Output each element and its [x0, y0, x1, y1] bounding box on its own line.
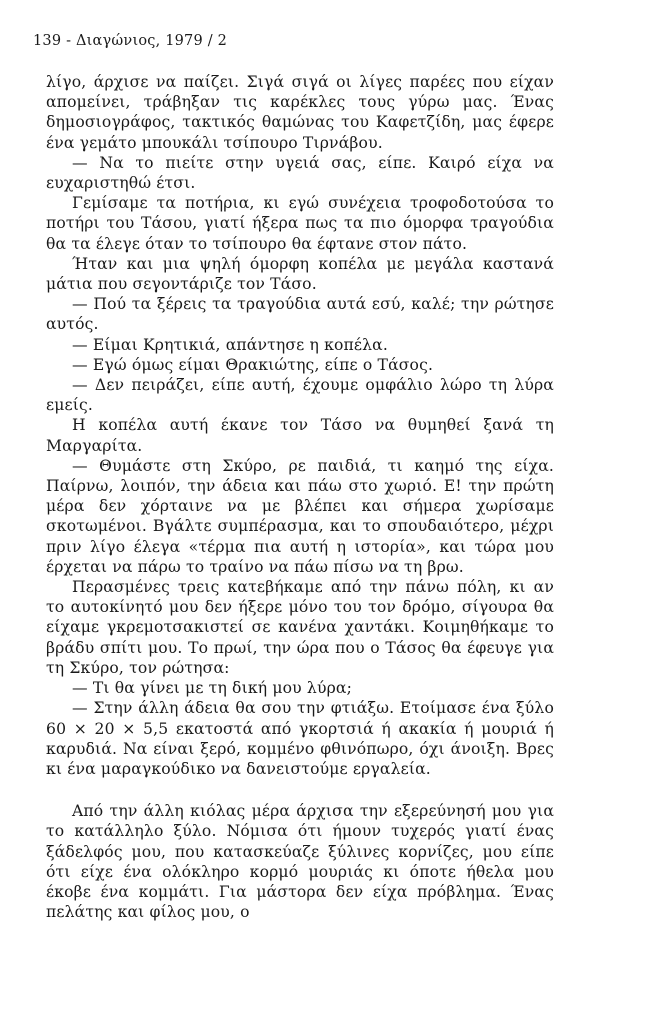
paragraph: Γεμίσαμε τα ποτήρια, κι εγώ συνέχεια τροφοδοτούσα το ποτήρι του Τάσου, γιατί ήξερα πως τα πιο όμορφα τραγούδια θα τα έλεγε όταν το τσίπουρο θα έφτανε στον πάτο.: [46, 194, 554, 253]
paragraph: — Στην άλλη άδεια θα σου την φτιάξω. Ετοίμασε ένα ξύλο 60 × 20 × 5,5 εκατοστά από γκορτσιά ή ακακία ή μουριά ή καρυδιά. Να είναι ξερό, κομμένο φθινόπωρο, όχι άνοιξη. Βρες κι ένα μαραγκούδικο να δανειστούμε εργαλεία.: [46, 699, 554, 778]
paragraph: — Δεν πειράζει, είπε αυτή, έχουμε ομφάλιο λώρο τη λύρα εμείς.: [46, 376, 554, 415]
paragraph: — Εγώ όμως είμαι Θρακιώτης, είπε ο Τάσος.: [72, 355, 434, 374]
paragraph: Ήταν και μια ψηλή όμορφη κοπέλα με μεγάλα καστανά μάτια που σεγοντάριζε τον Τάσο.: [46, 254, 554, 294]
paragraph: Περασμένες τρεις κατεβήκαμε από την πάνω πόλη, κι αν το αυτοκίνητό μου δεν ήξερε μόνο του τον δρόμο, σίγουρα θα είχαμε γκρεμοτσακιστεί σε κανένα χαντάκι. Κοιμηθήκαμε το βράδυ σπίτι μου. Το πρωί, την ώρα που ο Τάσος θα έφευγε για τη Σκύρο, τον ρώτησα:: [46, 578, 554, 677]
paragraph: Από την άλλη κιόλας μέρα άρχισα την εξερεύνησή μου για το κατάλληλο ξύλο. Νόμισα ότι ήμουν τυχερός γιατί ένας ξάδελφός μου, που κατασκεύαζε ξύλινες κορνίζες, μου είπε ότι είχε ένα ολόκληρο κορμό μουριάς κι όποτε ήθελα μου έκοβε ένα κομμάτι. Για μάστορα δεν είχα πρόβλημα. Ένας πελάτης και φίλος μου, ο: [46, 802, 554, 922]
paragraph: Η κοπέλα αυτή έκανε τον Τάσο να θυμηθεί ξανά τη Μαργαρίτα.: [46, 416, 554, 455]
paragraph: λίγο, άρχισε να παίζει. Σιγά σιγά οι λίγες παρέες που είχαν απομείνει, τράβηξαν τις καρέκλες τους γύρω μας. Ένας δημοσιογράφος, τακτικός θαμώνας του Καφετζίδη, μας έφερε ένα γεμάτο μπουκάλι τσίπουρο Τιρνάβου.: [46, 73, 554, 152]
paragraph: — Θυμάστε στη Σκύρο, ρε παιδιά, τι καημό της είχα. Παίρνω, λοιπόν, την άδεια και πάω στο χωριό. Ε! την πρώτη μέρα δεν χόρταινε να με βλέπει και σήμερα χωρίσαμε σκοτωμένοι. Βγάλτε συμπέρασμα, και το σπουδαιότερο, μέχρι πριν λίγο έλεγα «τέρμα πια αυτή η ιστορία», και τώρα μου έρχεται να πάρω το τραίνο να πάω πίσω να τη βρω.: [46, 456, 554, 576]
running-head: 139 - Διαγώνιος, 1979 / 2: [33, 33, 228, 49]
section-break: [46, 779, 554, 801]
body-text: [46, 72, 554, 922]
paragraph: — Είμαι Κρητικιά, απάντησε η κοπέλα.: [72, 335, 388, 354]
paragraph: — Τι θα γίνει με τη δική μου λύρα;: [72, 679, 352, 698]
paragraph: — Να το πιείτε στην υγειά σας, είπε. Καιρό είχα να ευχαριστηθώ έτσι.: [46, 153, 554, 193]
paragraph: — Πού τα ξέρεις τα τραγούδια αυτά εσύ, καλέ; την ρώτησε αυτός.: [46, 295, 554, 334]
